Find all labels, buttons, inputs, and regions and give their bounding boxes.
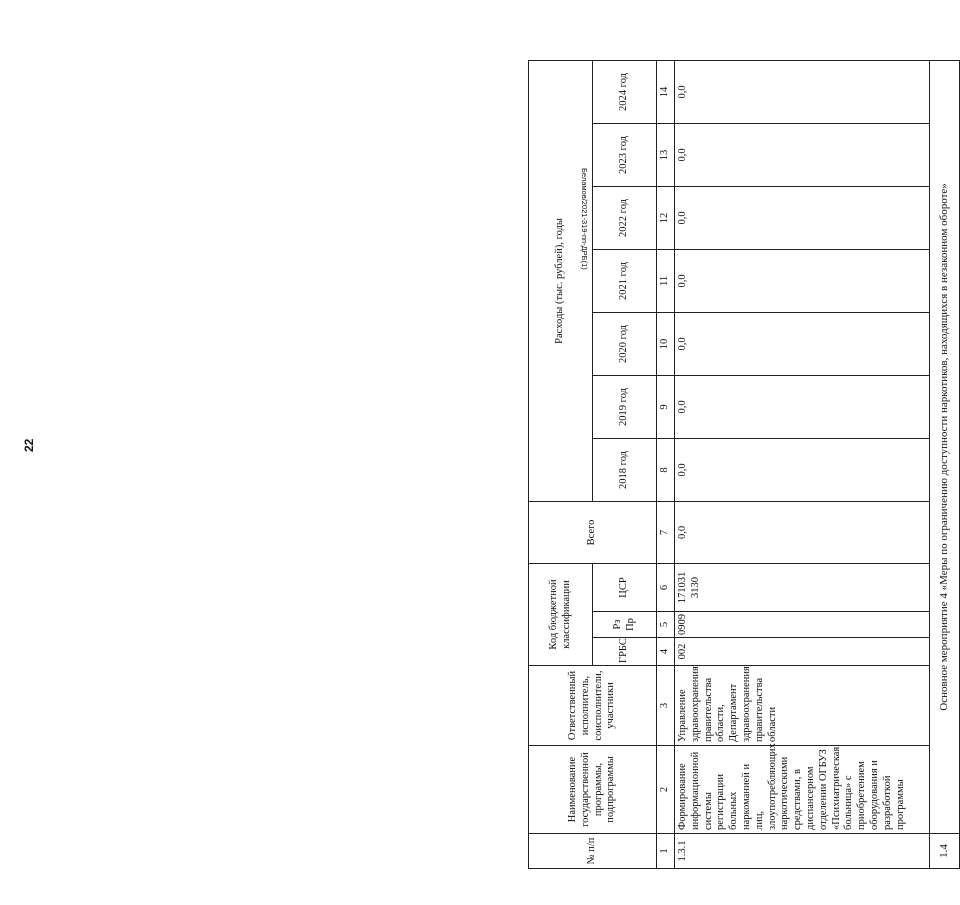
header-year: 2019 год	[593, 375, 657, 438]
header-pr: Пр	[624, 618, 636, 631]
row-total: 0,0	[675, 501, 930, 563]
row-year-value: 0,0	[675, 375, 930, 438]
row-num: 1.3.1	[675, 834, 930, 869]
document-reference-note: Беламов/2021-319-пп-ДРБ(1)	[580, 168, 589, 270]
rotated-table-container	[528, 61, 960, 869]
table-row	[675, 60, 930, 868]
budget-table	[528, 60, 960, 869]
row-rz-pr: 0909	[675, 612, 930, 638]
header-year: 2020 год	[593, 312, 657, 375]
header-year: 2023 год	[593, 123, 657, 186]
header-grbs: ГРБС	[593, 638, 657, 666]
column-number: 14	[657, 60, 675, 123]
column-number: 2	[657, 746, 675, 834]
header-executor: Ответственный исполнитель, соисполнители, участники	[529, 666, 657, 746]
header-expenses: Расходы (тыс. рублей), годы	[529, 60, 593, 501]
column-number: 10	[657, 312, 675, 375]
row-year-value: 0,0	[675, 312, 930, 375]
row-year-value: 0,0	[675, 123, 930, 186]
header-year: 2021 год	[593, 249, 657, 312]
column-number: 11	[657, 249, 675, 312]
header-num: № п/п	[529, 834, 657, 869]
header-budget-code: Код бюджетной классификации	[529, 563, 593, 665]
column-number: 9	[657, 375, 675, 438]
row-executor: Управление здравоохранения правительства области, Департамент здравоохранения правительства области	[675, 666, 930, 746]
section-title: Основное мероприятие 4 «Меры по ограничению доступности наркотиков, находящихся в незаконном обороте»	[930, 60, 960, 833]
column-number: 13	[657, 123, 675, 186]
header-name: Наименование государственной программы, подпрограммы	[529, 746, 657, 834]
section-num: 1.4	[930, 834, 960, 869]
column-number: 6	[657, 563, 675, 611]
column-number: 7	[657, 501, 675, 563]
header-year: 2018 год	[593, 438, 657, 501]
row-year-value: 0,0	[675, 249, 930, 312]
row-year-value: 0,0	[675, 60, 930, 123]
row-name: Формирование информационной системы регистрации больных наркоманией и лиц, злоупотребляющих наркотическими средствами, в диспансерном отделении ОГБУЗ «Психиатрическая больница» с приобретением оборудования и разработкой программы	[675, 746, 930, 834]
column-number-row	[657, 60, 675, 868]
column-number: 1	[657, 834, 675, 869]
header-total: Всего	[529, 501, 657, 563]
column-number: 8	[657, 438, 675, 501]
row-year-value: 0,0	[675, 438, 930, 501]
column-number: 12	[657, 186, 675, 249]
header-year: 2024 год	[593, 60, 657, 123]
header-year: 2022 год	[593, 186, 657, 249]
header-csr: ЦСР	[593, 563, 657, 611]
column-number: 3	[657, 666, 675, 746]
column-number: 5	[657, 612, 675, 638]
header-rz: Рз	[611, 619, 623, 630]
section-row	[930, 60, 960, 868]
header-rz-pr	[593, 612, 657, 638]
page-number: 22	[22, 438, 36, 452]
row-grbs: 002	[675, 638, 930, 666]
column-number: 4	[657, 638, 675, 666]
row-year-value: 0,0	[675, 186, 930, 249]
row-csr: 171031 3130	[675, 563, 930, 611]
